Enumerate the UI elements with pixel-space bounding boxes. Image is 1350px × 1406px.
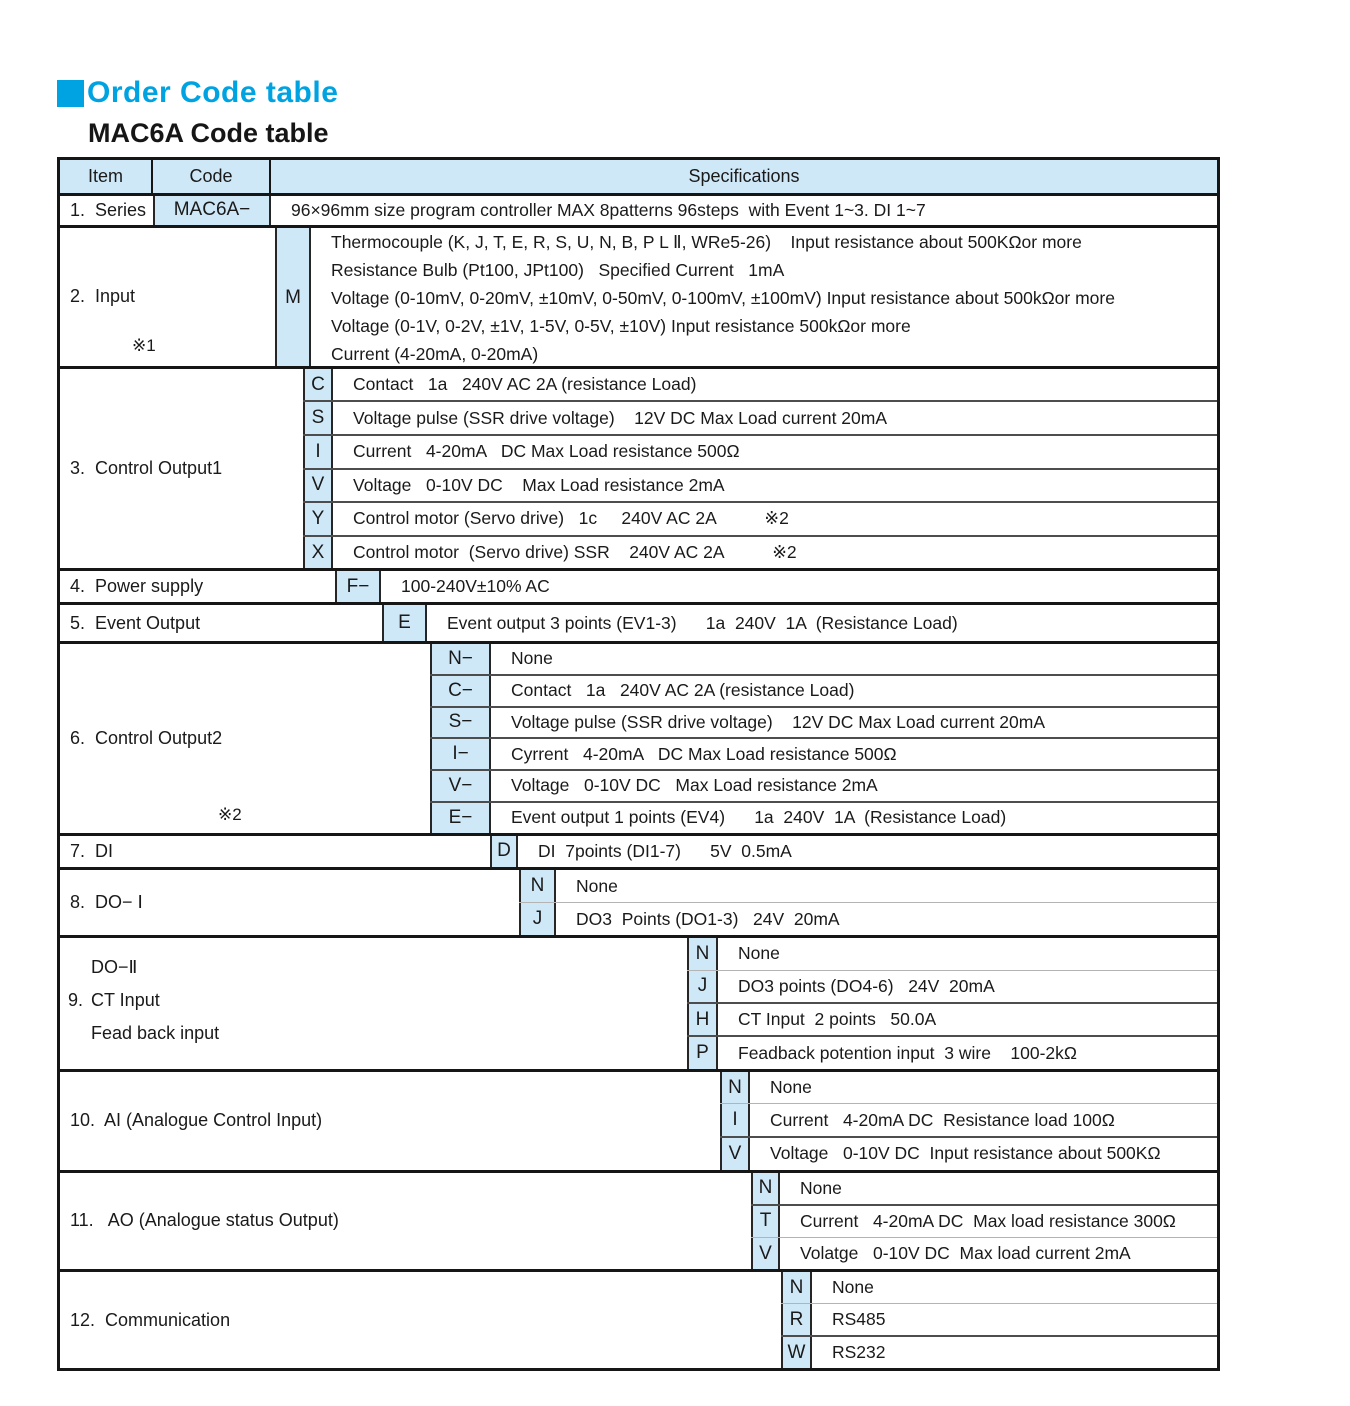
spec-cell: Contact 1a 240V AC 2A (resistance Load)	[511, 680, 855, 701]
code-cell: M	[275, 228, 311, 368]
spec-cell: Cyrrent 4-20mA DC Max Load resistance 500Ω	[511, 743, 897, 764]
code-cell: F−	[335, 571, 381, 602]
spec-cell: 96×96mm size program controller MAX 8patterns 96steps with Event 1~3. DI 1~7	[291, 199, 926, 220]
header-item: Item	[60, 160, 153, 193]
code-cell: P	[687, 1037, 718, 1068]
code-cell: C−	[430, 676, 491, 706]
spec-cell: 100-240V±10% AC	[401, 576, 550, 597]
spec-cell: CT Input 2 points 50.0A	[738, 1009, 937, 1030]
item-line: DO−Ⅱ	[91, 957, 138, 978]
spec-cell: Current 4-20mA DC Max load resistance 300Ω	[800, 1210, 1176, 1231]
section-title: Order Code table	[87, 76, 339, 109]
code-cell: V−	[430, 771, 491, 801]
table-row-communication	[60, 1269, 1217, 1368]
code-cell: C	[303, 369, 333, 401]
spec-cell: Event output 3 points (EV1-3) 1a 240V 1A (Resistance Load)	[447, 612, 958, 633]
spec-cell: None	[832, 1277, 874, 1298]
table-row-series	[60, 193, 1217, 225]
code-cell: I	[303, 436, 333, 468]
code-cell: I	[720, 1104, 750, 1136]
code-cell: S−	[430, 708, 491, 738]
table-row-di	[60, 833, 1217, 868]
header-specifications: Specifications	[688, 165, 800, 186]
table-row-do2-ct-feedback	[60, 935, 1217, 1069]
spec-cell: Control motor (Servo drive) SSR 240V AC 2A ※2	[353, 542, 797, 562]
code-cell: N	[519, 870, 556, 902]
table-title: MAC6A Code table	[88, 118, 329, 148]
item-label: 11. AO (Analogue status Output)	[70, 1210, 339, 1231]
table-header-row	[60, 160, 1217, 193]
code-cell: R	[781, 1304, 812, 1335]
spec-line: Resistance Bulb (Pt100, JPt100) Specified Current 1mA	[331, 259, 785, 280]
code-cell: S	[303, 402, 333, 434]
item-label: 8. DO− Ⅰ	[70, 892, 143, 913]
code-cell: MAC6A−	[153, 196, 271, 225]
table-row-ai	[60, 1069, 1217, 1170]
spec-cell: Current 4-20mA DC Resistance load 100Ω	[770, 1109, 1115, 1130]
spec-cell: None	[576, 875, 618, 896]
code-cell: H	[687, 1004, 718, 1035]
spec-line: Current (4-20mA, 0-20mA)	[331, 343, 539, 364]
spec-cell: DO3 points (DO4-6) 24V 20mA	[738, 975, 995, 996]
spec-cell: None	[738, 943, 780, 964]
table-row-control-output2	[60, 641, 1217, 832]
spec-line: Voltage (0-10mV, 0-20mV, ±10mV, 0-50mV, 0-100mV, ±100mV) Input resistance about 500kΩor more	[331, 287, 1115, 308]
footnote-mark: ※2	[218, 804, 242, 824]
order-code-table	[57, 157, 1220, 1371]
spec-cell: Voltage 0-10V DC Max Load resistance 2mA	[511, 775, 878, 796]
spec-cell: Control motor (Servo drive) 1c 240V AC 2A ※2	[353, 508, 789, 529]
code-cell: E−	[430, 803, 491, 833]
code-cell: N	[781, 1272, 812, 1303]
spec-cell: DI 7points (DI1-7) 5V 0.5mA	[538, 840, 792, 861]
code-cell: I−	[430, 739, 491, 769]
item-label: 7. DI	[70, 840, 114, 861]
code-cell: J	[519, 903, 556, 935]
spec-cell: DO3 Points (DO1-3) 24V 20mA	[576, 908, 840, 929]
code-cell: T	[751, 1206, 780, 1237]
table-row-power-supply	[60, 568, 1217, 602]
spec-line: Thermocouple (K, J, T, E, R, S, U, N, B, P L Ⅱ, WRe5-26) Input resistance about 500KΩor more	[331, 231, 1082, 252]
item-label: 1. Series	[70, 199, 147, 220]
code-cell: J	[687, 971, 718, 1002]
code-cell: N	[687, 938, 718, 969]
spec-cell: None	[511, 648, 553, 669]
spec-cell: Volatge 0-10V DC Max load current 2mA	[800, 1243, 1131, 1264]
table-row-control-output1	[60, 366, 1217, 568]
code-cell: V	[303, 470, 333, 502]
item-label: 5. Event Output	[70, 612, 201, 633]
code-cell: N	[751, 1173, 780, 1204]
item-line: CT Input	[91, 990, 160, 1011]
code-cell: W	[781, 1337, 812, 1368]
table-row-input	[60, 225, 1217, 366]
code-cell: V	[720, 1138, 750, 1170]
section-header	[57, 76, 338, 110]
code-cell: N−	[430, 644, 491, 674]
code-cell: N	[720, 1072, 750, 1104]
code-cell: Y	[303, 503, 333, 535]
item-label: 10. AI (Analogue Control Input)	[70, 1110, 323, 1131]
item-number: 9.	[68, 990, 84, 1011]
item-line: Fead back input	[91, 1023, 220, 1044]
table-row-event-output	[60, 602, 1217, 641]
spec-cell: Voltage 0-10V DC Max Load resistance 2mA	[353, 474, 725, 495]
item-label: 6. Control Output2	[70, 727, 223, 748]
item-label: 2. Input	[70, 286, 136, 307]
spec-cell: Current 4-20mA DC Max Load resistance 500Ω	[353, 441, 740, 462]
spec-line: Voltage (0-1V, 0-2V, ±1V, 1-5V, 0-5V, ±10V) Input resistance 500kΩor more	[331, 315, 911, 336]
spec-cell: RS232	[832, 1342, 886, 1363]
spec-cell: None	[770, 1077, 812, 1098]
spec-cell: Event output 1 points (EV4) 1a 240V 1A (Resistance Load)	[511, 807, 1007, 828]
spec-cell: Feadback potention input 3 wire 100-2kΩ	[738, 1042, 1077, 1063]
item-label: 3. Control Output1	[70, 458, 223, 479]
spec-cell: Voltage 0-10V DC Input resistance about 500KΩ	[770, 1143, 1161, 1164]
table-row-ao	[60, 1170, 1217, 1270]
header-code: Code	[153, 160, 271, 193]
spec-cell: Voltage pulse (SSR drive voltage) 12V DC Max Load current 20mA	[511, 711, 1046, 732]
table-row-do1	[60, 867, 1217, 935]
item-label: 12. Communication	[70, 1309, 231, 1330]
footnote-mark: ※1	[132, 335, 156, 355]
section-bullet-square-icon	[57, 80, 84, 107]
spec-cell: RS485	[832, 1309, 886, 1330]
code-cell: X	[303, 537, 333, 569]
item-label: 4. Power supply	[70, 576, 204, 597]
spec-cell: None	[800, 1177, 842, 1198]
spec-cell: Contact 1a 240V AC 2A (resistance Load)	[353, 374, 697, 395]
code-cell: E	[382, 605, 427, 641]
code-cell: D	[490, 836, 518, 868]
spec-cell	[311, 228, 1217, 368]
code-cell: V	[751, 1238, 780, 1269]
spec-cell: Voltage pulse (SSR drive voltage) 12V DC Max Load current 20mA	[353, 407, 888, 428]
